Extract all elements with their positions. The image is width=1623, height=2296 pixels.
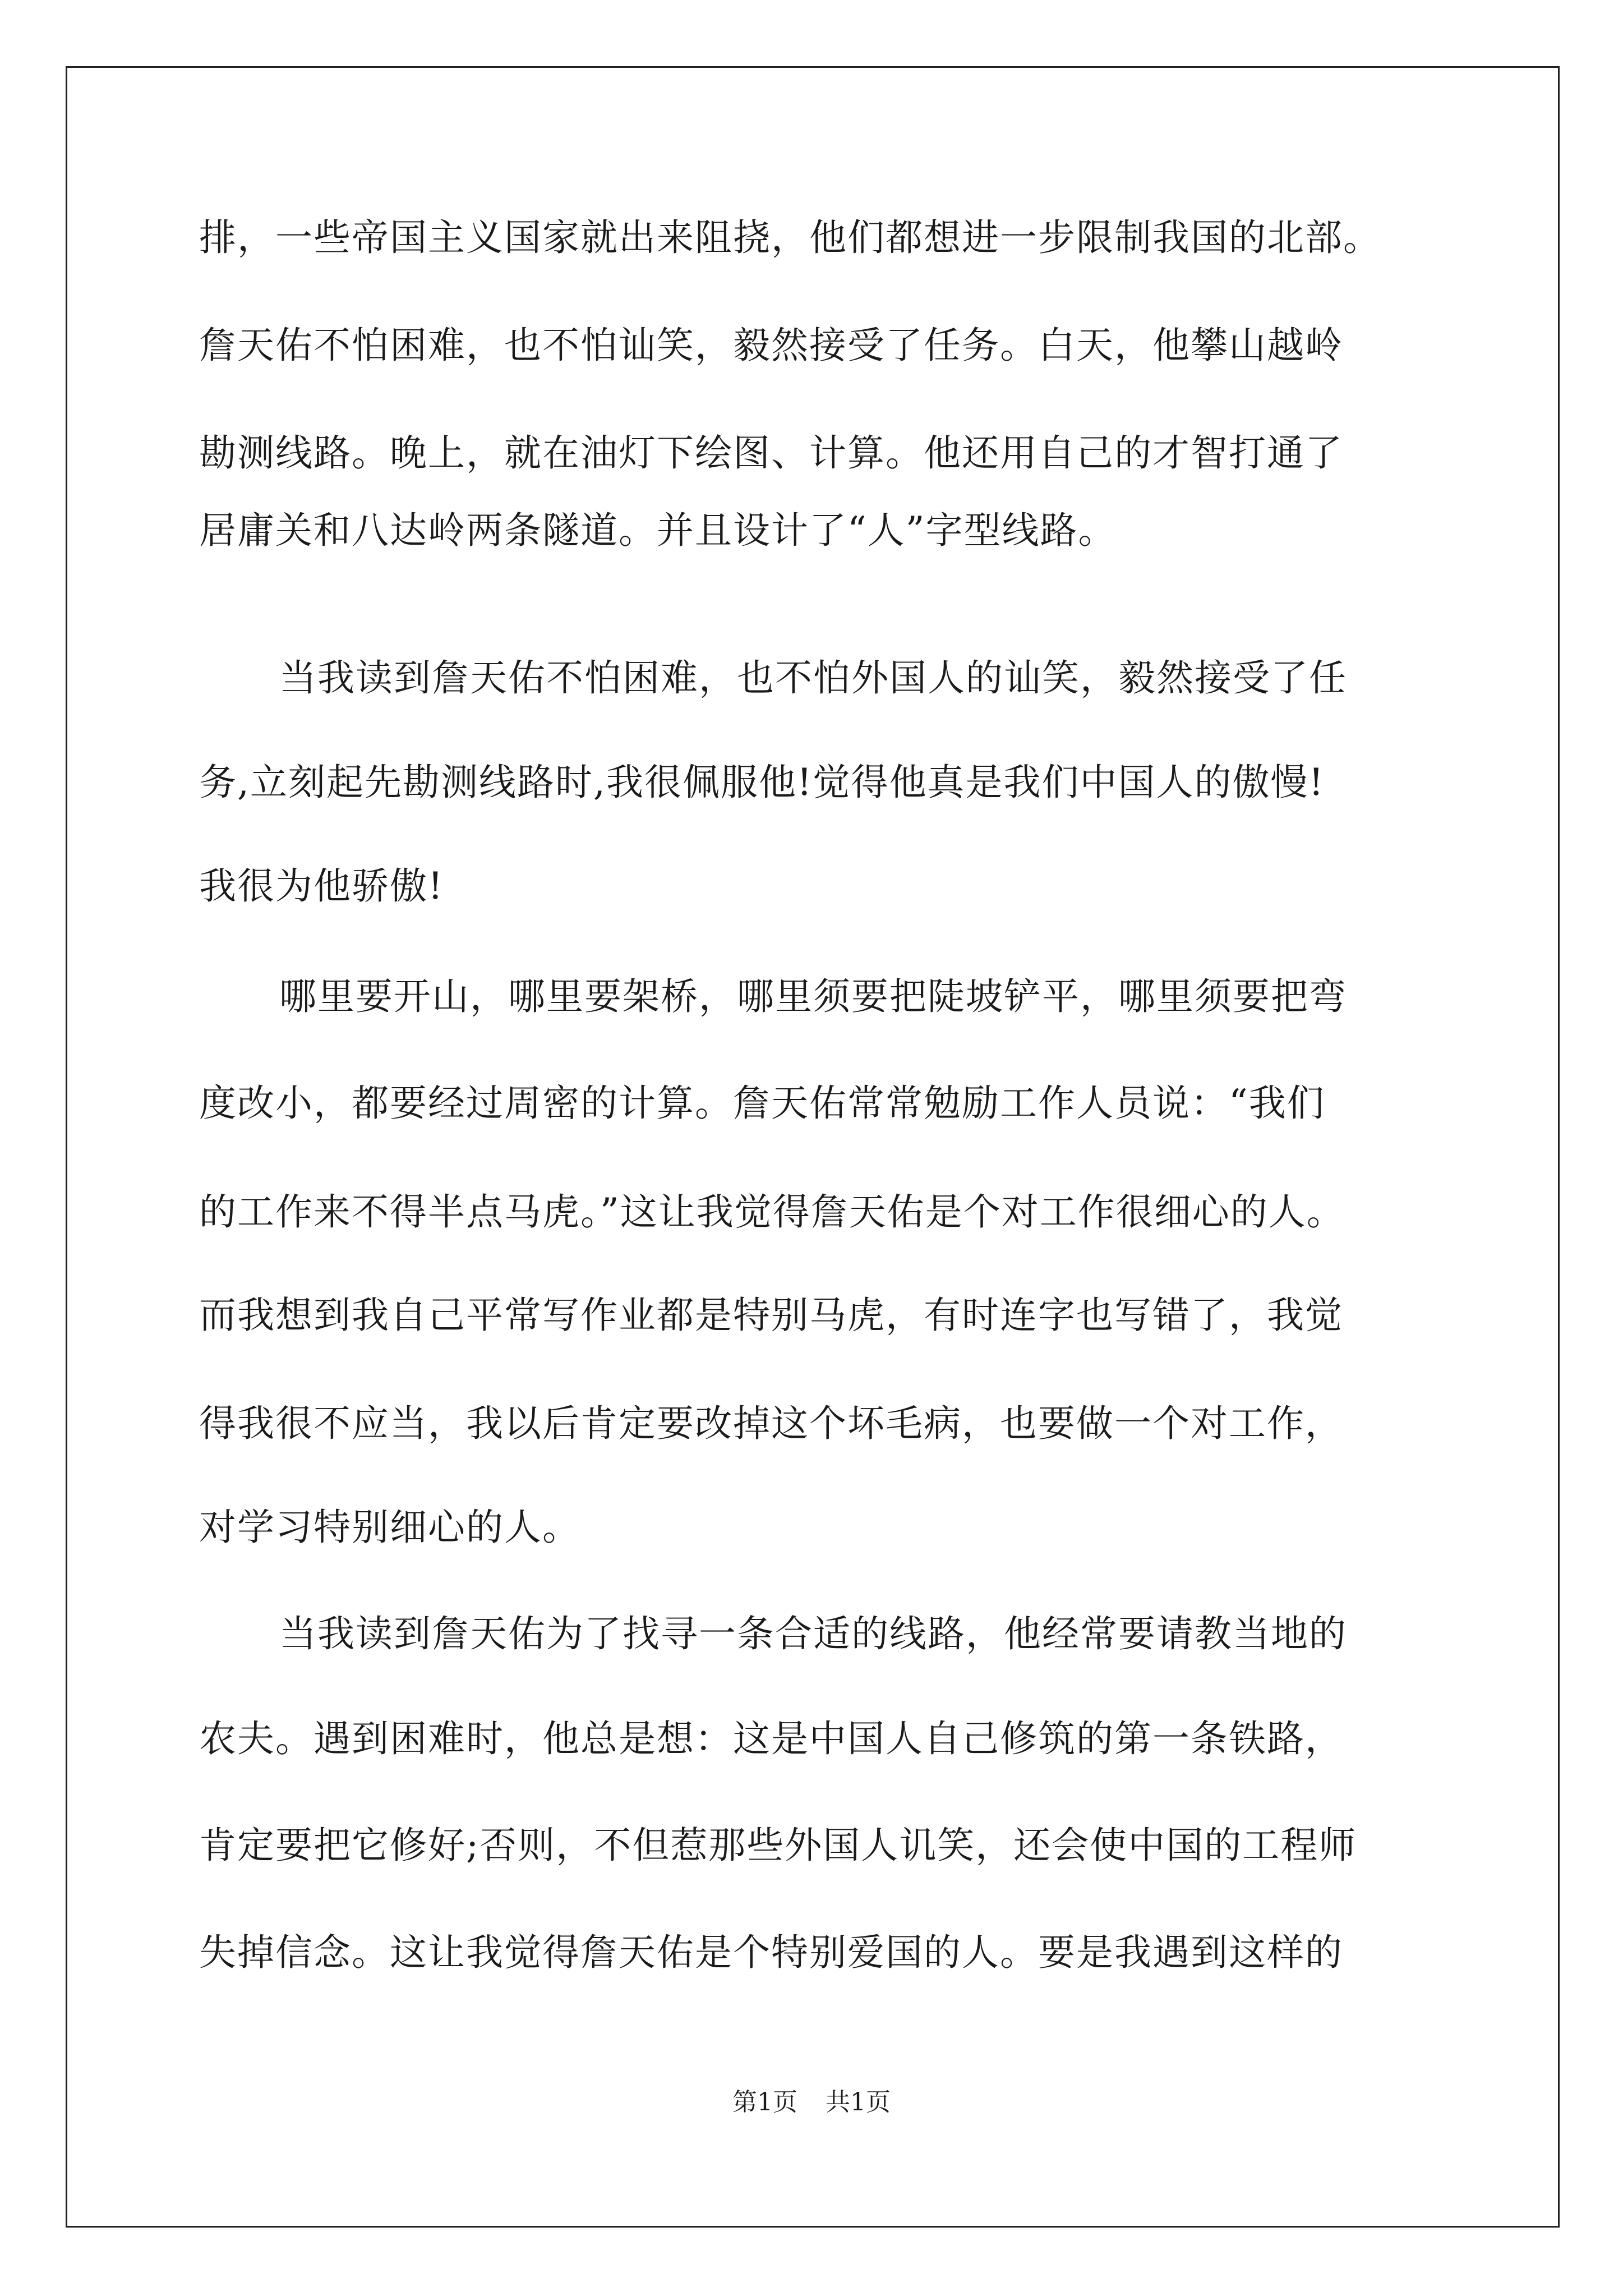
text-line: 肯定要把它修好;否则，不但惹那些外国人讥笑，还会使中国的工程师 [199, 1824, 1357, 1867]
paragraph-start-line: 哪里要开山，哪里要架桥，哪里须要把陡坡铲平，哪里须要把弯 [279, 975, 1347, 1018]
text-line: 而我想到我自己平常写作业都是特别马虎，有时连字也写错了，我觉 [199, 1294, 1343, 1337]
text-line: 农夫。遇到困难时，他总是想：这是中国人自己修筑的第一条铁路， [199, 1717, 1343, 1760]
text-line: 我很为他骄傲! [199, 864, 444, 908]
text-line: 居庸关和八达岭两条隧道。并且设计了“人”字型线路。 [199, 509, 1117, 552]
text-line: 务,立刻起先勘测线路时,我很佩服他!觉得他真是我们中国人的傲慢! [199, 761, 1325, 804]
paragraph-start-line: 当我读到詹天佑不怕困难，也不怕外国人的讪笑，毅然接受了任 [279, 656, 1347, 700]
text-line: 失掉信念。这让我觉得詹天佑是个特别爱国的人。要是我遇到这样的 [199, 1931, 1343, 1974]
text-line: 勘测线路。晚上，就在油灯下绘图、计算。他还用自己的才智打通了 [199, 431, 1343, 475]
page-footer [0, 2086, 1623, 2119]
page-number: 第1页 [732, 2088, 797, 2116]
text-line: 排，一些帝国主义国家就出来阻挠，他们都想进一步限制我国的北部。 [199, 216, 1381, 259]
page-border [66, 66, 1560, 2228]
text-line: 对学习特别细心的人。 [199, 1506, 580, 1549]
text-line: 得我很不应当，我以后肯定要改掉这个坏毛病，也要做一个对工作， [199, 1402, 1343, 1445]
page-total: 共1页 [826, 2088, 891, 2116]
text-line: 詹天佑不怕困难，也不怕讪笑，毅然接受了任务。白天，他攀山越岭 [199, 324, 1343, 367]
paragraph-start-line: 当我读到詹天佑为了找寻一条合适的线路，他经常要请教当地的 [279, 1612, 1347, 1655]
text-line: 的工作来不得半点马虎。”这让我觉得詹天佑是个对工作很细心的人。 [199, 1190, 1345, 1234]
text-line: 度改小，都要经过周密的计算。詹天佑常常勉励工作人员说：“我们 [199, 1082, 1325, 1125]
